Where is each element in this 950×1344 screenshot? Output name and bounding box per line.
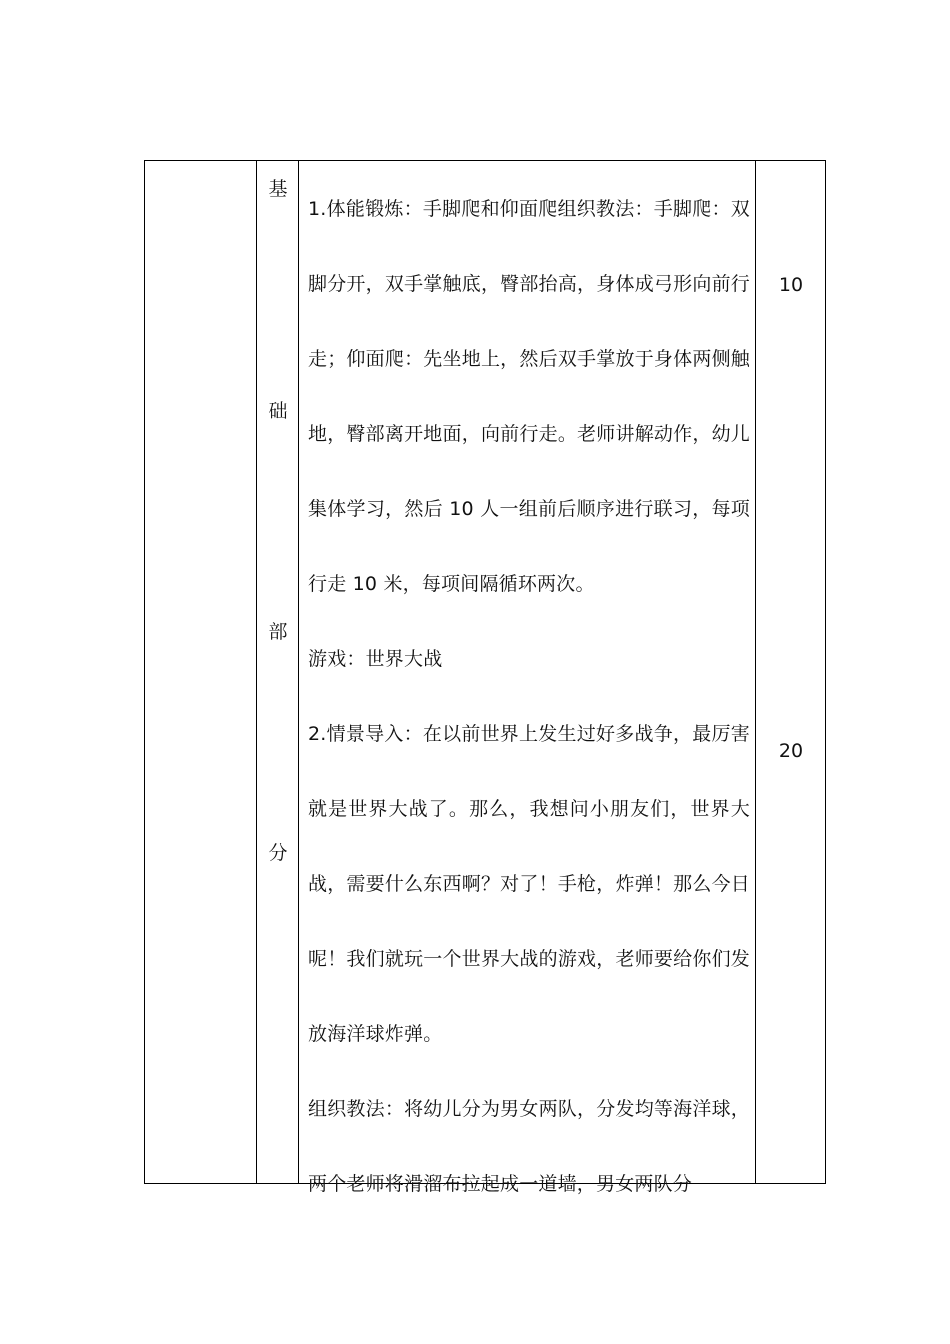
section-label-cell: [257, 161, 299, 1184]
content-cell: [299, 161, 756, 1195]
time-cell: [756, 161, 826, 1184]
paragraph-game-title: 游戏：世界大战: [308, 648, 443, 670]
blank-cell: [145, 161, 257, 1184]
section-label-char: 部: [268, 621, 288, 643]
paragraph-organization-method: 组织教法：将幼儿分为男女两队，分发均等海洋球，两个老师将滑溜布拉起成一道墙，男女两队分: [308, 1098, 750, 1195]
time-value: 20: [778, 740, 804, 762]
paragraph-scenario-intro: 2.情景导入：在以前世界上发生过好多战争，最厉害就是世界大战了。那么，我想问小朋友们，世界大战，需要什么东西啊？对了！手枪，炸弹！那么今日呢！我们就玩一个世界大战的游戏，老师要给你们发放海洋球炸弹。: [308, 723, 750, 1045]
section-label-char: 础: [268, 400, 288, 422]
section-label-char: 分: [268, 842, 288, 864]
content-text: [308, 172, 750, 1222]
table-row: [145, 161, 826, 1184]
paragraph-physical-exercise: 1.体能锻炼：手脚爬和仰面爬组织教法：手脚爬：双脚分开，双手掌触底，臀部抬高，身体成弓形向前行走；仰面爬：先坐地上，然后双手掌放于身体两侧触地，臀部离开地面，向前行走。老师讲解动作，幼儿集体学习，然后 10 人一组前后顺序进行联习，每项行走 10 米，每项间隔循环两次。: [308, 198, 750, 595]
time-value: 10: [778, 274, 804, 296]
section-label-char: 基: [268, 178, 288, 200]
lesson-plan-table: [144, 160, 826, 1195]
